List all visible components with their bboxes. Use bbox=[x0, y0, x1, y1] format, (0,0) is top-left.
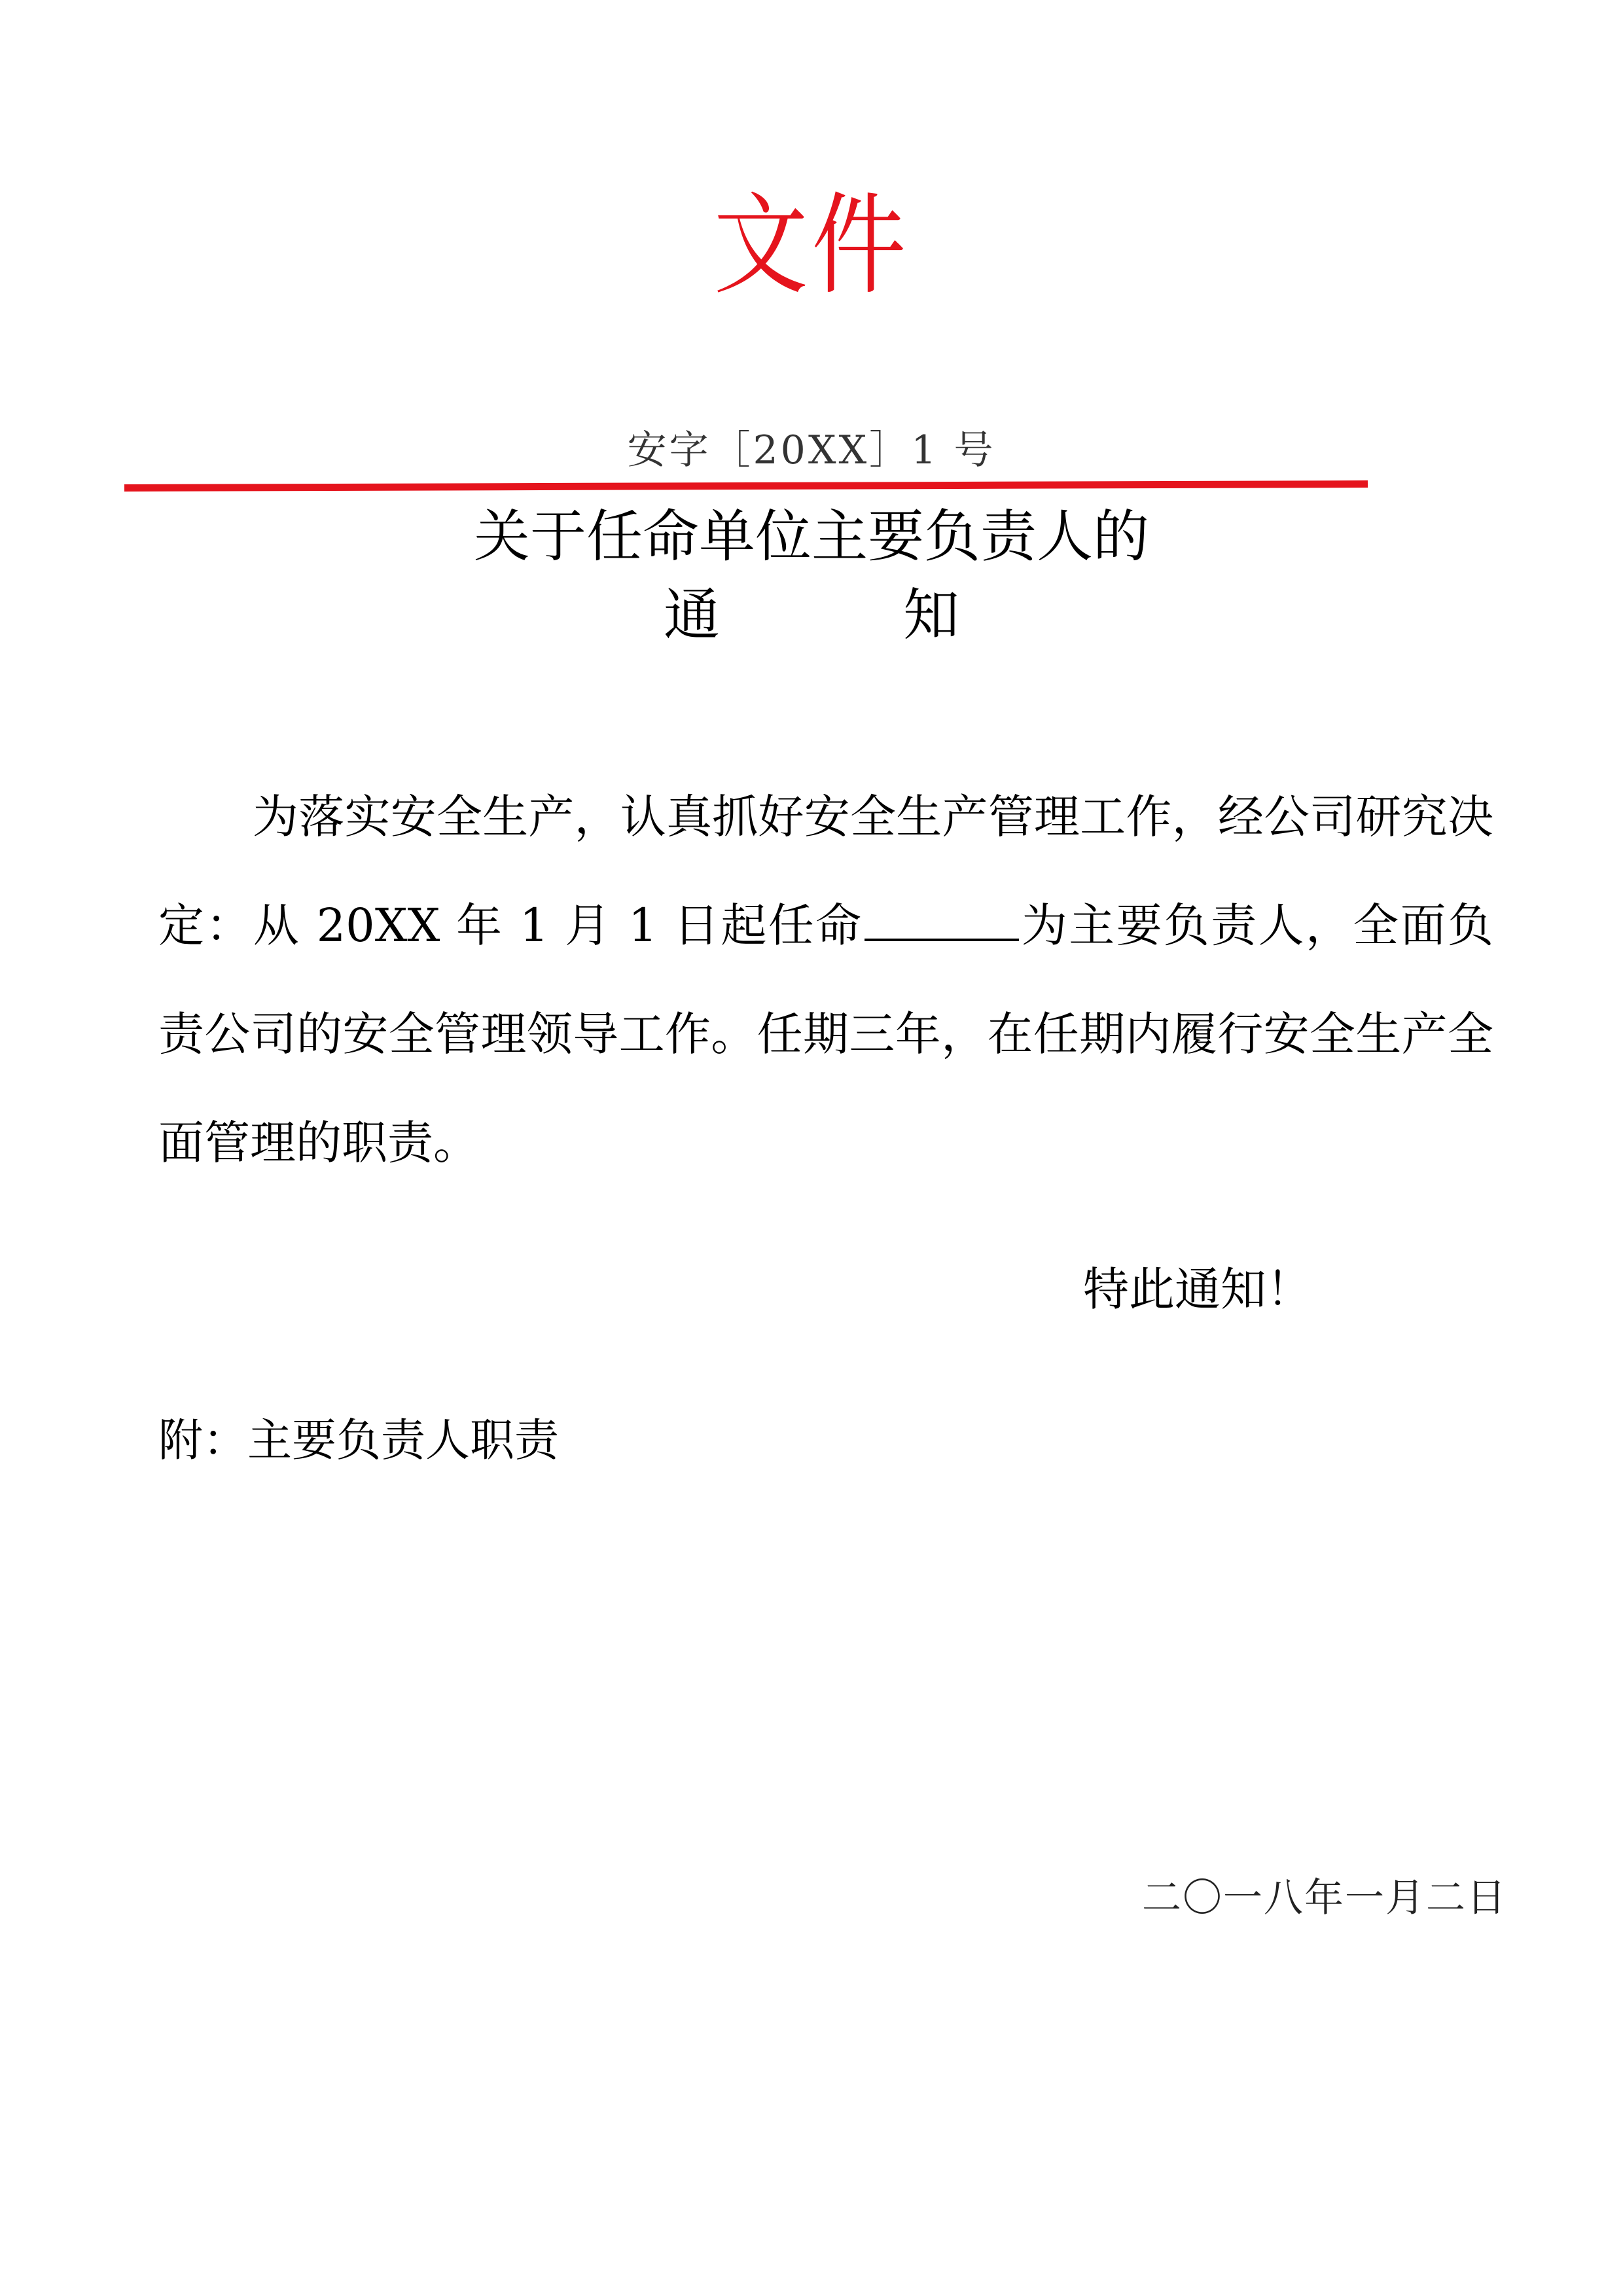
notice-title-subtitle bbox=[0, 579, 1623, 651]
notice-body bbox=[158, 762, 1493, 1197]
document-date: 二〇一八年一月二日 bbox=[1142, 1875, 1507, 1921]
notice-title-char-zhi: 知 bbox=[903, 583, 959, 648]
closing-remark: 特此通知！ bbox=[1083, 1263, 1312, 1316]
appointee-blank-line bbox=[865, 898, 1019, 941]
notice-title: 关于任命单位主要负责人的 bbox=[474, 504, 1149, 569]
notice-title-char-tong: 通 bbox=[664, 583, 720, 648]
body-text-part2: 为主要负责人，全面负责公司的安全管理领导工作。任期三年，在任期内履行安全生产全面管理的职责。 bbox=[158, 899, 1493, 1170]
red-header-rule bbox=[124, 480, 1368, 492]
body-text-part1: 为落实安全生产，认真抓好安全生产管理工作，经公司研究决定：从 20XX 年 1 月 1 日起任命 bbox=[158, 790, 1493, 952]
document-number: 安字［20XX］1 号 bbox=[627, 427, 996, 473]
document-header-title: 文件 bbox=[713, 181, 910, 310]
attachment-note: 附：主要负责人职责 bbox=[158, 1415, 560, 1467]
